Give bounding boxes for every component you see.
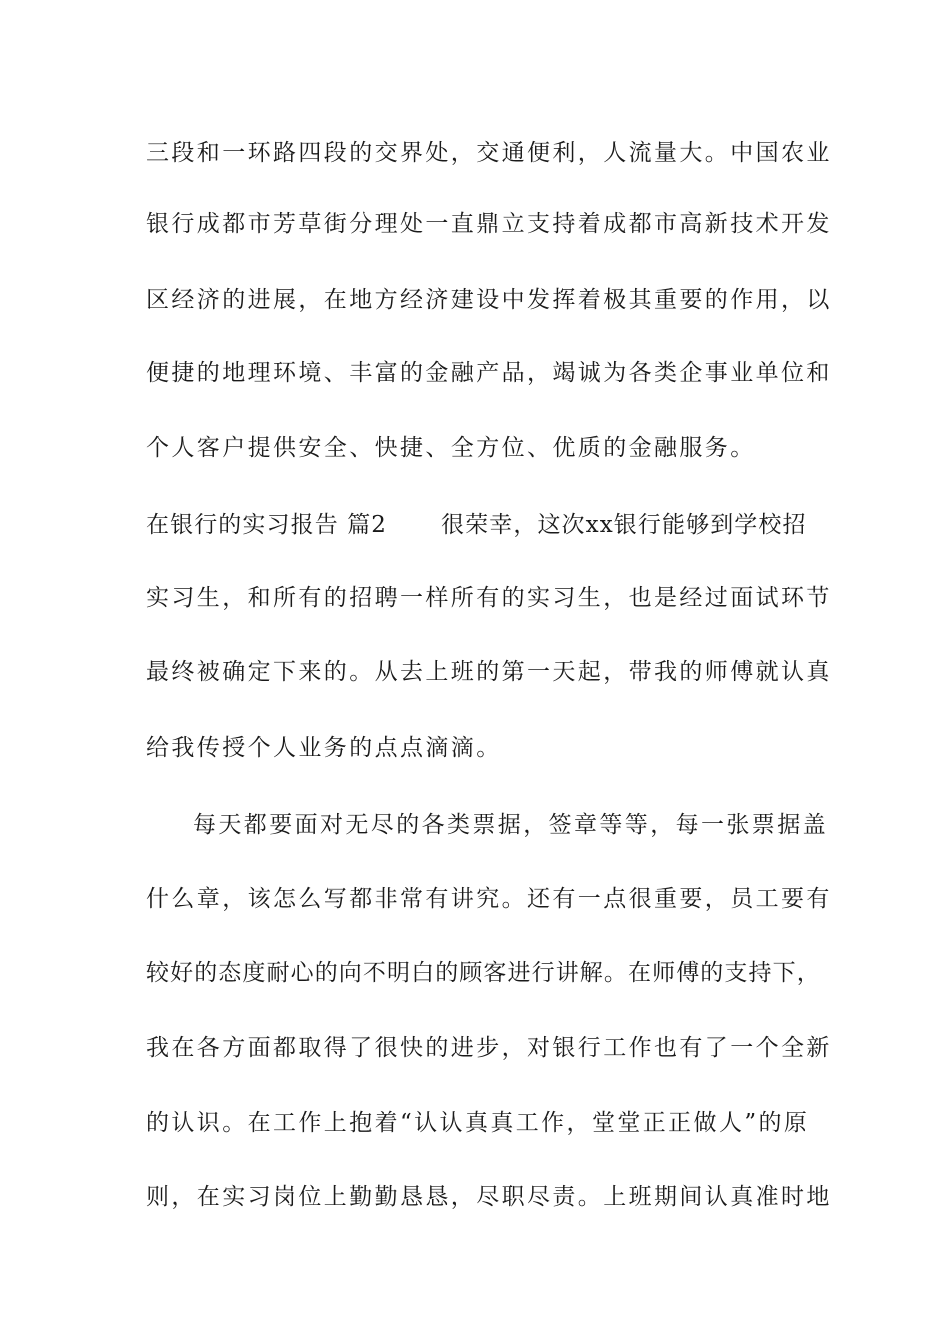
text-line: 每天都要面对无尽的各类票据，签章等等，每一张票据盖 — [193, 812, 828, 838]
text-line: 个人客户提供安全、快捷、全方位、优质的金融服务。 — [146, 435, 756, 461]
section-heading-line — [146, 509, 826, 541]
text-line: 便捷的地理环境、丰富的金融产品，竭诚为各类企事业单位和 — [146, 360, 832, 386]
text-line: 则，在实习岗位上勤勤恳恳，尽职尽责。上班期间认真准时地 — [146, 1184, 832, 1210]
text-line: 较好的态度耐心的向不明白的顾客进行讲解。在师傅的支持下， — [146, 960, 821, 986]
text-line: 三段和一环路四段的交界处，交通便利，人流量大。中国农业 — [146, 140, 832, 166]
section-heading: 在银行的实习报告 篇2 — [146, 512, 388, 538]
text-line: 我在各方面都取得了很快的进步，对银行工作也有了一个全新 — [146, 1035, 832, 1061]
text-line: 给我传授个人业务的点点滴滴。 — [146, 735, 502, 761]
text-line: 区经济的进展，在地方经济建设中发挥着极其重要的作用，以 — [146, 287, 832, 313]
text-line: 银行成都市芳草街分理处一直鼎立支持着成都市高新技术开发 — [146, 211, 832, 237]
text-line: 实习生，和所有的招聘一样所有的实习生，也是经过面试环节 — [146, 585, 832, 611]
text-line: 的认识。在工作上抱着“认认真真工作，堂堂正正做人”的原 — [146, 1110, 810, 1136]
heading-continuation: 很荣幸，这次xx银行能够到学校招 — [441, 512, 807, 538]
text-line: 什么章，该怎么写都非常有讲究。还有一点很重要，员工要有 — [146, 886, 832, 912]
text-line: 最终被确定下来的。从去上班的第一天起，带我的师傅就认真 — [146, 659, 832, 685]
